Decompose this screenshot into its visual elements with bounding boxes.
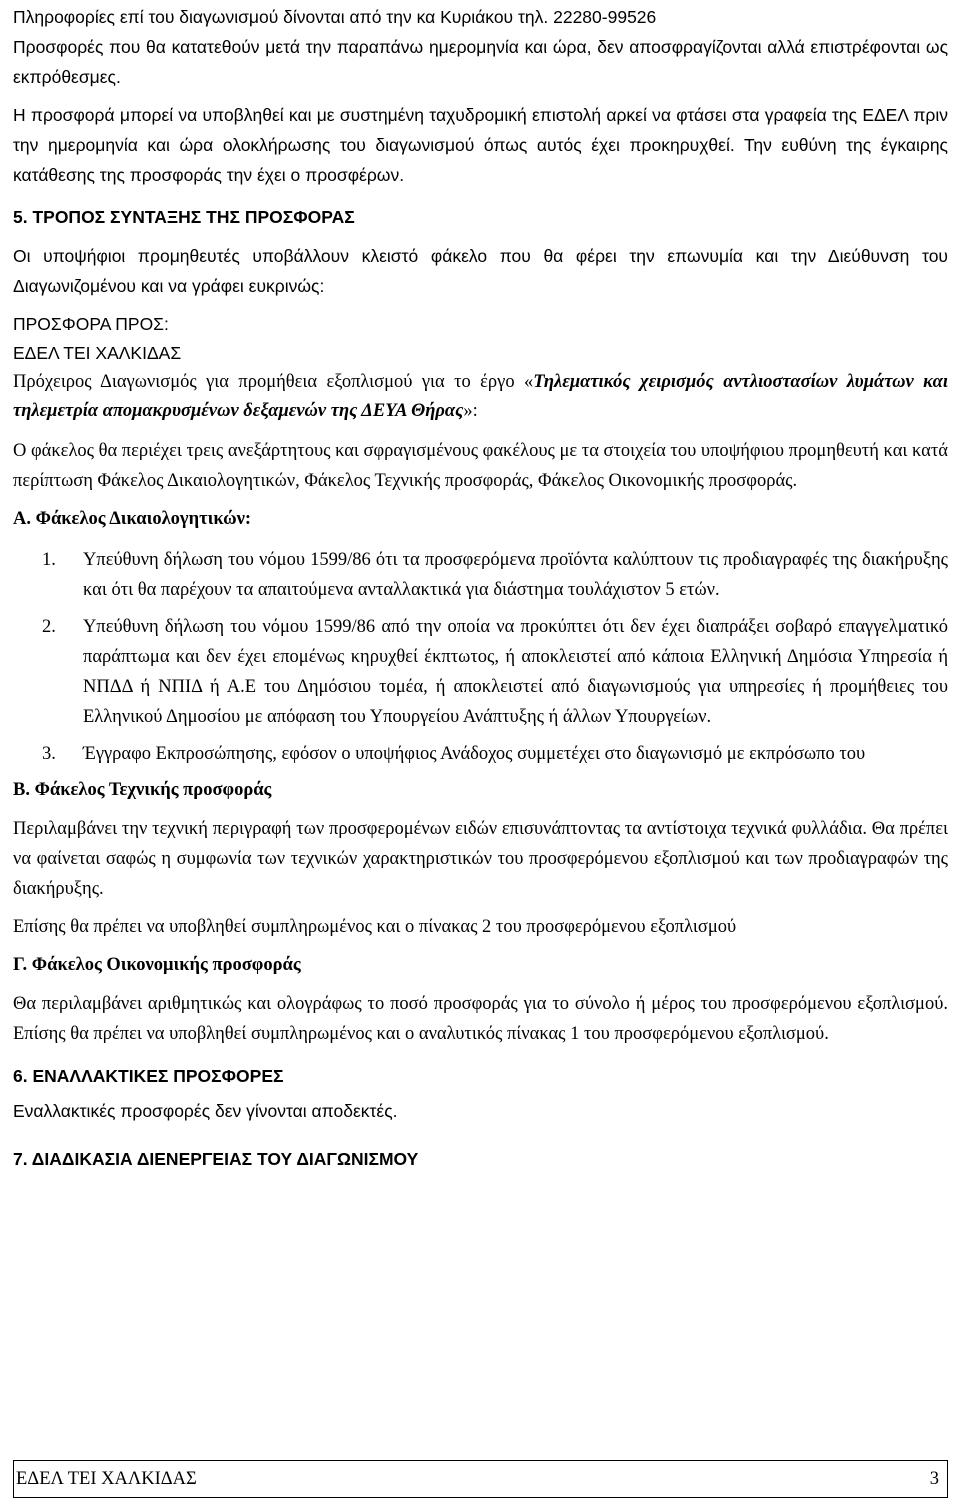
late-offers-text: Προσφορές που θα κατατεθούν μετά την παραπάνω ημερομηνία και ώρα, δεν αποσφραγίζονται αλλά επιστρέφονται ως εκπρόθεσμες.	[13, 37, 948, 87]
section6-text: Εναλλακτικές προσφορές δεν γίνονται αποδεκτές.	[13, 1101, 398, 1121]
section-b-title: Β. Φάκελος Τεχνικής προσφοράς	[13, 780, 272, 800]
tender-suffix: »:	[463, 401, 478, 421]
section7-title	[13, 1144, 948, 1174]
recipient-label: ΕΔΕΛ ΤΕΙ ΧΑΛΚΙΔΑΣ	[13, 343, 182, 363]
section7-title-text: 7. ΔΙΑΔΙΚΑΣΙΑ ΔΙΕΝΕΡΓΕΙΑΣ ΤΟΥ ΔΙΑΓΩΝΙΣΜΟΥ	[13, 1149, 419, 1169]
section-b-table-note: Επίσης θα πρέπει να υποβληθεί συμπληρωμένος και ο πίνακας 2 του προσφερόμενου εξοπλισμού	[13, 917, 737, 937]
section-a-list	[13, 545, 948, 769]
section-c-title: Γ. Φάκελος Οικονομικής προσφοράς	[13, 955, 301, 975]
list-item-number: 2.	[42, 617, 56, 637]
list-item-number: 3.	[42, 744, 56, 764]
tender-prefix: Πρόχειρος Διαγωνισμός για προμήθεια εξοπλισμού για το έργο «	[13, 372, 534, 392]
section-a-title: Α. Φάκελος Δικαιολογητικών:	[13, 509, 252, 529]
tender-project-title: Τηλεματικός χειρισμός αντλιοστασίων λυμάτων και τηλεμετρία απομακρυσμένων δεξαμενών της ΔΕΥΑ Θήρας	[13, 372, 948, 421]
offer-to-label: ΠΡΟΣΦΟΡΑ ΠΡΟΣ:	[13, 314, 169, 334]
registered-mail-text: Η προσφορά μπορεί να υποβληθεί και με συστημένη ταχυδρομική επιστολή αρκεί να φτάσει στα γραφεία της ΕΔΕΛ πριν την ημερομηνία και ώρα ολοκλήρωσης του διαγωνισμού όπως αυτός έχει προκηρυχθεί. Την ευθύνη της έγκαιρης κατάθεσης της προσφοράς την έχει ο προσφέρων.	[13, 105, 948, 185]
footer-page-number: 3	[929, 1468, 939, 1489]
intro-block	[13, 0, 948, 190]
list-item-number: 1.	[42, 550, 56, 570]
list-item	[13, 739, 948, 769]
list-item-text: Υπεύθυνη δήλωση του νόμου 1599/86 από την οποία να προκύπτει ότι δεν έχει διαπράξει σοβαρό επαγγελματικό παράπτωμα και δεν έχει επομένως κηρυχθεί έκπτωτος, ή αποκλειστεί από κάποια Ελληνική Δημόσια Υπηρεσία ή ΝΠΔΔ ή ΝΠΙΔ ή Α.Ε του Δημόσιου τομέα, ή αποκλειστεί από διαγωνισμούς για υπηρεσίες ή προμήθειες του Ελληνικού Δημοσίου με απόφαση του Υπουργείου Ανάπτυξης ή άλλων Υπουργείων.	[83, 617, 948, 727]
page-footer	[13, 1460, 948, 1498]
list-item	[13, 545, 948, 605]
info-line: Πληροφορίες επί του διαγωνισμού δίνονται από την κα Κυριάκου τηλ. 22280-99526	[13, 7, 657, 27]
list-item-text: Υπεύθυνη δήλωση του νόμου 1599/86 ότι τα προσφερόμενα προϊόντα καλύπτουν τις προδιαγραφές της διακήρυξης και ότι θα παρέχουν τα απαιτούμενα ανταλλακτικά για διάστημα τουλάχιστον 5 ετών.	[83, 550, 948, 600]
section6-title: 6. ΕΝΑΛΛΑΚΤΙΚΕΣ ΠΡΟΣΦΟΡΕΣ	[13, 1066, 284, 1086]
three-envelopes-text: Ο φάκελος θα περιέχει τρεις ανεξάρτητους και σφραγισμένους φακέλους με τα στοιχεία του υποψήφιου προμηθευτή και κατά περίπτωση Φάκελος Δικαιολογητικών, Φάκελος Τεχνικής προσφοράς, Φάκελος Οικονομικής προσφοράς.	[13, 441, 948, 491]
list-item-text: Έγγραφο Εκπροσώπησης, εφόσον ο υποψήφιος Ανάδοχος συμμετέχει στο διαγωνισμό με εκπρόσωπο του	[83, 744, 866, 764]
section5-title: 5. ΤΡΟΠΟΣ ΣΥΝΤΑΞΗΣ ΤΗΣ ΠΡΟΣΦΟΡΑΣ	[13, 207, 355, 227]
section-c-description: Θα περιλαμβάνει αριθμητικώς και ολογράφως το ποσό προσφοράς για το σύνολο ή μέρος του προσφερόμενου εξοπλισμού. Επίσης θα πρέπει να υποβληθεί συμπληρωμένος και ο αναλυτικός πίνακας 1 του προσφερόμενου εξοπλισμού.	[13, 994, 948, 1044]
list-item	[13, 612, 948, 732]
envelope-instructions: Οι υποψήφιοι προμηθευτές υποβάλλουν κλειστό φάκελο που θα φέρει την επωνυμία και την Διεύθυνση του Διαγωνιζομένου και να γράφει ευκρινώς:	[13, 246, 948, 296]
section-b-description: Περιλαμβάνει την τεχνική περιγραφή των προσφερομένων ειδών επισυνάπτοντας τα αντίστοιχα τεχνικά φυλλάδια. Θα πρέπει να φαίνεται σαφώς η συμφωνία των τεχνικών χαρακτηριστικών του προσφερόμενου εξοπλισμού και των προδιαγραφών της διακήρυξης.	[13, 819, 948, 899]
tender-description	[13, 368, 948, 426]
footer-org: ΕΔΕΛ ΤΕΙ ΧΑΛΚΙΔΑΣ	[16, 1468, 197, 1489]
